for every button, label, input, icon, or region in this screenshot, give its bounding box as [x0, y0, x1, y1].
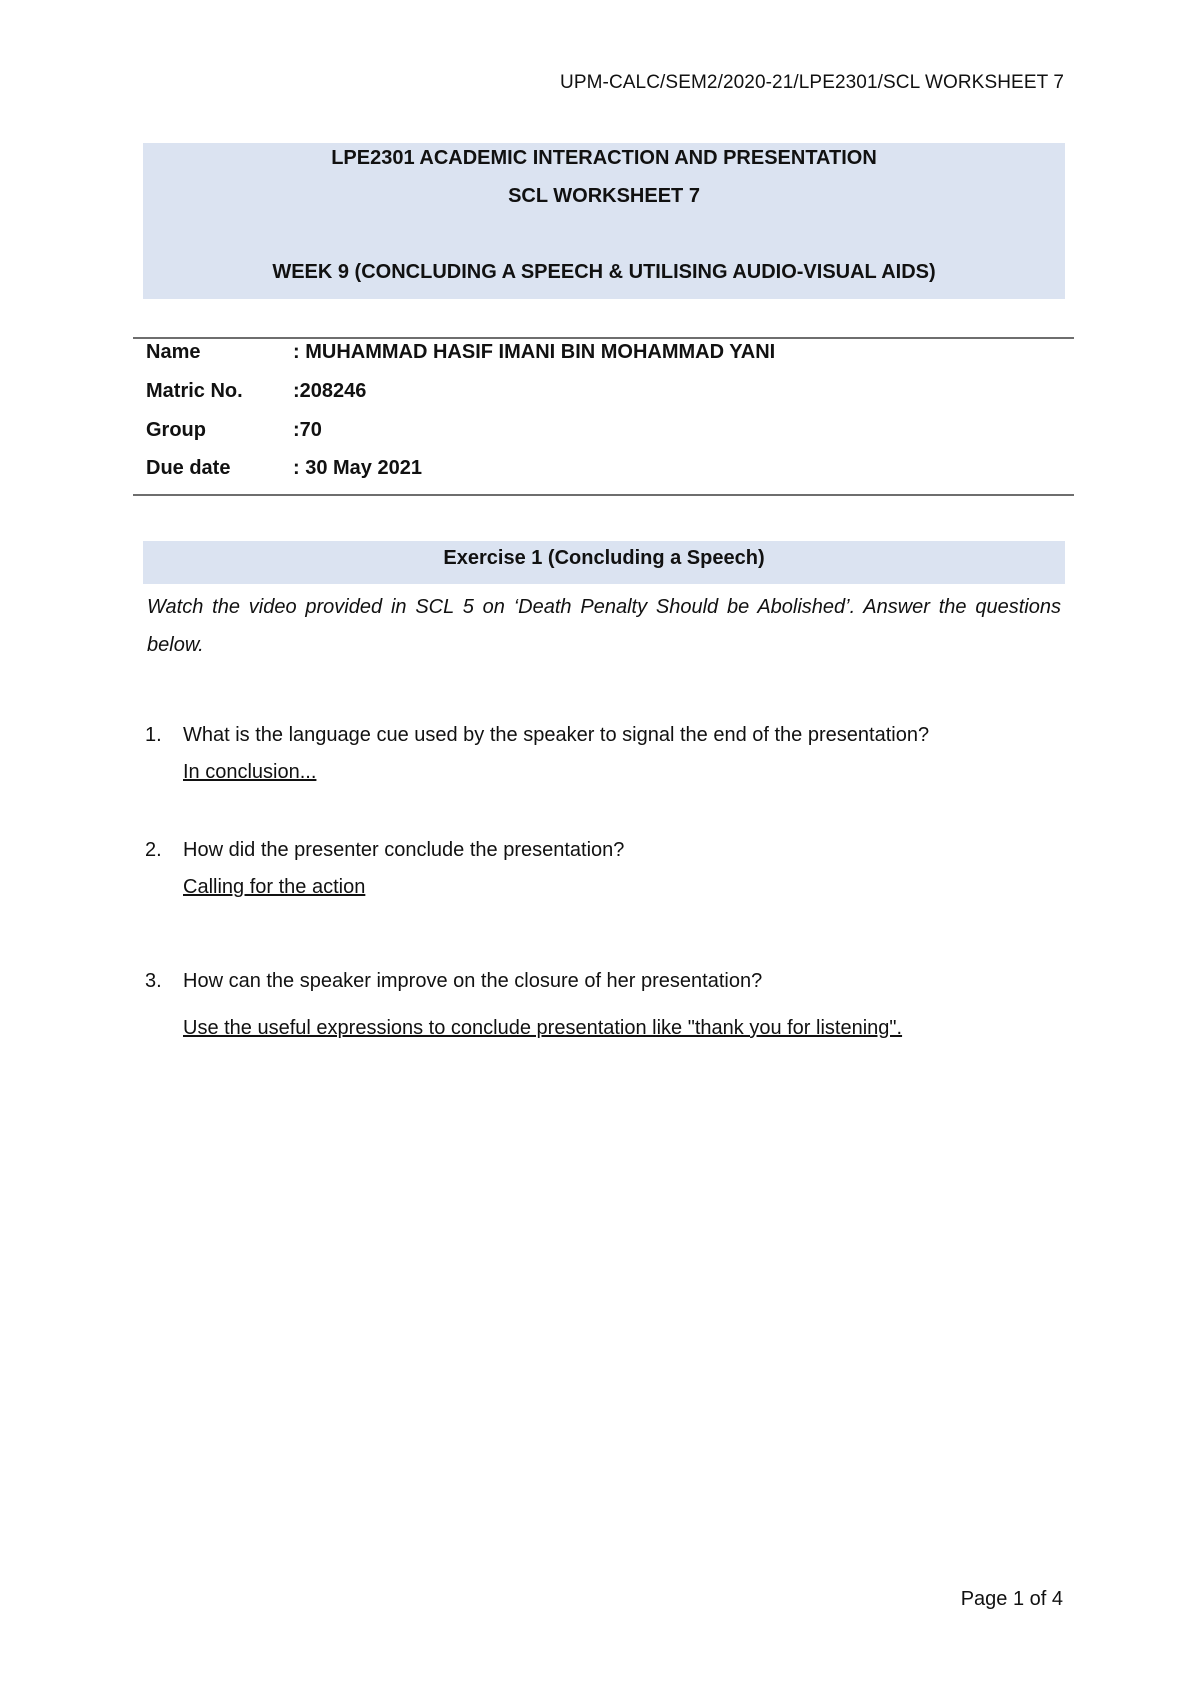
name-label: Name — [146, 341, 201, 363]
page-number: Page 1 of 4 — [960, 1588, 1063, 1610]
name-value: : MUHAMMAD HASIF IMANI BIN MOHAMMAD YANI — [293, 341, 776, 363]
question-number: 2. — [145, 839, 162, 861]
answer-3: Use the useful expressions to conclude presentation like "thank you for listening". — [183, 1017, 903, 1039]
question-text: How did the presenter conclude the presentation? — [183, 839, 625, 861]
document-code-header: UPM-CALC/SEM2/2020-21/LPE2301/SCL WORKSHEET 7 — [560, 72, 1064, 93]
question-text: How can the speaker improve on the closure of her presentation? — [183, 970, 763, 992]
exercise-heading: Exercise 1 (Concluding a Speech) — [143, 541, 1065, 584]
group-value: :70 — [293, 419, 322, 441]
due-date-value: : 30 May 2021 — [293, 457, 422, 479]
matric-label: Matric No. — [146, 380, 243, 402]
worksheet-title: SCL WORKSHEET 7 — [508, 185, 700, 207]
matric-value: :208246 — [293, 380, 367, 402]
student-info-table — [133, 337, 1074, 496]
course-title: LPE2301 ACADEMIC INTERACTION AND PRESENTATION — [331, 147, 877, 169]
title-box — [143, 143, 1065, 299]
group-label: Group — [146, 419, 206, 441]
answer-1: In conclusion... — [183, 761, 317, 783]
exercise-instructions: Watch the video provided in SCL 5 on ‘Death Penalty Should be Abolished’. Answer the questions below. — [147, 596, 1061, 656]
answer-2: Calling for the action — [183, 876, 366, 898]
due-date-label: Due date — [146, 457, 231, 479]
week-title: WEEK 9 (CONCLUDING A SPEECH & UTILISING AUDIO-VISUAL AIDS) — [272, 261, 936, 283]
question-text: What is the language cue used by the speaker to signal the end of the presentation? — [183, 724, 930, 746]
question-number: 1. — [145, 724, 162, 746]
question-number: 3. — [145, 970, 162, 992]
